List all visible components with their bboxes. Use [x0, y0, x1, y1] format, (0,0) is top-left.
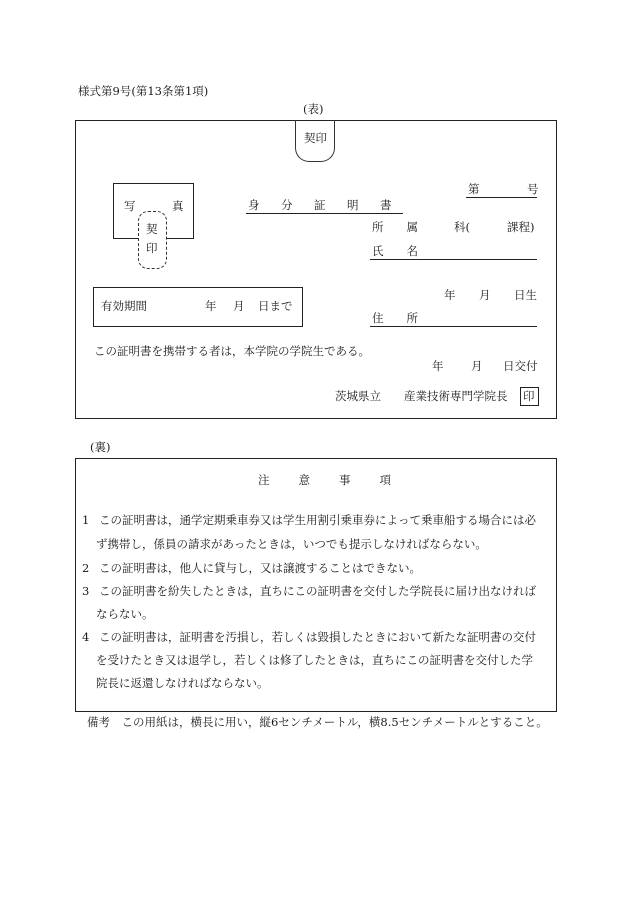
form-ref: (第13条第1項)	[131, 84, 209, 98]
note-item-2-line1: この証明書は，他人に貸与し，又は譲渡することはできない。	[99, 561, 421, 575]
affiliation-label: 所 属	[372, 220, 418, 234]
address-underline	[370, 326, 537, 327]
front-side-label: (表)	[303, 102, 324, 116]
form-id: 様式第9号	[78, 84, 132, 98]
validity-until: 日まで	[258, 299, 293, 313]
name-label: 氏 名	[372, 244, 418, 258]
note-item-1-line1: この証明書は，通学定期乗車券又は学生用割引乗車券によって乗車船する場合には必	[99, 513, 536, 527]
note-item-2-num: 2	[82, 561, 90, 575]
form-header	[78, 86, 208, 98]
note-item-1-num: 1	[82, 513, 90, 527]
remark: 備考 この用紙は，横長に用い，縦6センチメートル，横8.5センチメートルとすること。	[87, 715, 548, 729]
note-item-3-num: 3	[82, 584, 90, 598]
birth-month: 月	[479, 288, 491, 302]
title-underline	[246, 213, 403, 214]
validity-label: 有効期間	[101, 299, 147, 313]
number-underline	[466, 197, 537, 198]
note-item-4-line3: 院長に返還しなければならない。	[96, 676, 269, 690]
back-side-label: (裏)	[90, 440, 111, 454]
number-go: 号	[527, 182, 539, 196]
photo-label-right: 真	[172, 199, 184, 213]
affiliation-dept: 科(	[454, 220, 470, 234]
photo-seal-box	[138, 211, 167, 269]
document-title: 身 分 証 明 書	[248, 198, 397, 212]
notes-heading: 注 意 事 項	[258, 473, 393, 487]
photo-seal-top: 契	[146, 222, 158, 236]
number-dai: 第	[468, 182, 480, 196]
note-item-1-line2: ず携帯し，係員の請求があったときは，いつでも提示しなければならない。	[96, 537, 487, 551]
name-underline	[370, 259, 537, 260]
photo-seal-bottom: 印	[146, 241, 158, 255]
address-label: 住 所	[372, 311, 418, 325]
front-card	[75, 120, 557, 419]
issue-day: 日交付	[503, 359, 538, 373]
note-item-4-num: 4	[82, 630, 90, 644]
validity-month: 月	[233, 299, 245, 313]
issue-month: 月	[471, 359, 483, 373]
issuer: 茨城県立 産業技術専門学院長	[335, 389, 508, 403]
birth-day: 日生	[514, 288, 537, 302]
issuer-seal: 印	[523, 389, 535, 403]
note-item-3-line1: この証明書を紛失したときは，直ちにこの証明書を交付した学院長に届け出なければ	[99, 584, 536, 598]
note-item-4-line2: を受けたとき又は退学し，若しくは修了したときは，直ちにこの証明書を交付した学	[96, 653, 533, 667]
affiliation-course: 課程)	[507, 220, 535, 234]
note-item-3-line2: ならない。	[96, 607, 154, 621]
birth-year: 年	[444, 288, 456, 302]
note-item-4-line1: この証明書は，証明書を汚損し，若しくは毀損したときにおいて新たな証明書の交付	[99, 630, 536, 644]
photo-label-left: 写	[124, 199, 136, 213]
statement: この証明書を携帯する者は，本学院の学院生である。	[94, 344, 370, 358]
validity-year: 年	[205, 299, 217, 313]
top-seal-text: 契印	[304, 131, 327, 145]
issue-year: 年	[432, 359, 444, 373]
